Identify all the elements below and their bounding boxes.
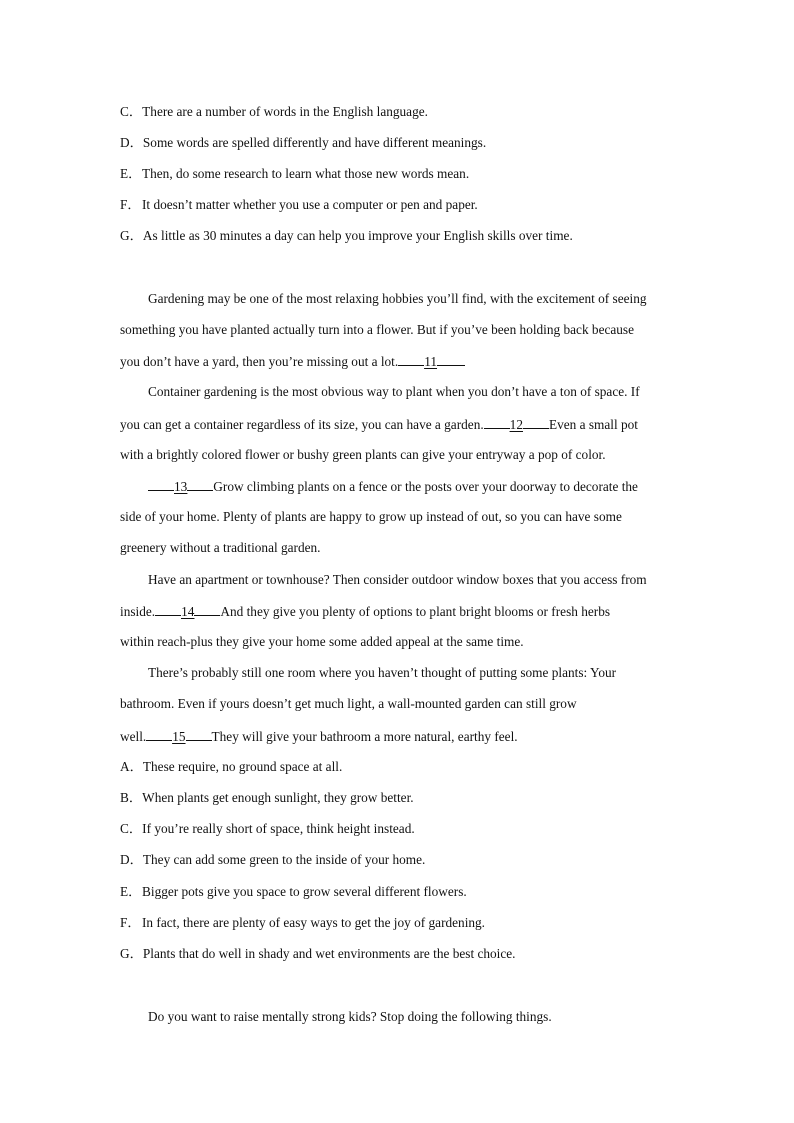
blank-14[interactable]: [155, 603, 220, 620]
passage-text: you can get a container regardless of its size, you can have a garden.: [120, 417, 484, 432]
passage-text: well.: [120, 729, 147, 744]
option-text: In fact, there are plenty of easy ways to get the joy of gardening.: [142, 915, 486, 930]
option-text: It doesn’t matter whether you use a computer or pen and paper.: [142, 197, 478, 212]
passage-text: Grow climbing plants on a fence or the posts over your doorway to decorate the: [213, 479, 638, 494]
option-text: These require, no ground space at all.: [142, 759, 343, 774]
option-b-set2: [120, 790, 414, 806]
option-a-set2: [120, 759, 342, 775]
passage-line: with a brightly colored flower or bushy green plants can give your entryway a pop of color.: [120, 447, 606, 462]
passage-line: [120, 416, 638, 433]
option-text: When plants get enough sunlight, they grow better.: [142, 790, 414, 805]
passage-line: something you have planted actually turn into a flower. But if you’ve been holding back because: [120, 322, 635, 337]
option-letter: F．: [120, 197, 141, 212]
option-letter: A．: [120, 759, 143, 774]
option-c-set1: [120, 104, 428, 120]
option-d-set2: [120, 852, 425, 868]
option-letter: G．: [120, 228, 143, 243]
passage-line: There’s probably still one room where you haven’t thought of putting some plants: Your: [148, 665, 617, 680]
blank-number: 13: [174, 479, 188, 494]
blank-12[interactable]: [484, 416, 549, 433]
option-letter: B．: [120, 790, 143, 805]
passage-line: greenery without a traditional garden.: [120, 540, 321, 555]
option-g-set1: [120, 228, 573, 244]
blank-13[interactable]: [148, 478, 213, 495]
option-text: Then, do some research to learn what those new words mean.: [142, 166, 470, 181]
option-e-set2: [120, 884, 467, 900]
option-letter: C．: [120, 104, 143, 119]
option-g-set2: [120, 946, 516, 962]
option-f-set2: [120, 915, 485, 931]
passage-line: Gardening may be one of the most relaxing hobbies you’ll find, with the excitement of seeing: [148, 291, 647, 306]
option-text: Bigger pots give you space to grow several different flowers.: [142, 884, 467, 899]
option-letter: C．: [120, 821, 143, 836]
passage-line: bathroom. Even if yours doesn’t get much light, a wall-mounted garden can still grow: [120, 696, 577, 711]
option-text: Some words are spelled differently and have different meanings.: [142, 135, 487, 150]
passage-line: [148, 478, 638, 495]
next-passage-intro: Do you want to raise mentally strong kids? Stop doing the following things.: [148, 1009, 552, 1024]
option-c-set2: [120, 821, 415, 837]
passage-text: you don’t have a yard, then you’re missing out a lot.: [120, 354, 399, 369]
passage-line: within reach-plus they give your home some added appeal at the same time.: [120, 634, 524, 649]
option-text: They can add some green to the inside of your home.: [142, 852, 426, 867]
passage-text: They will give your bathroom a more natural, earthy feel.: [211, 729, 518, 744]
passage-line: Have an apartment or townhouse? Then consider outdoor window boxes that you access from: [148, 572, 647, 587]
option-letter: E．: [120, 884, 142, 899]
option-text: As little as 30 minutes a day can help you improve your English skills over time.: [142, 228, 573, 243]
option-letter: D．: [120, 852, 143, 867]
passage-line: [120, 728, 518, 745]
option-e-set1: [120, 166, 469, 182]
passage-text: And they give you plenty of options to plant bright blooms or fresh herbs: [220, 604, 611, 619]
option-letter: D．: [120, 135, 143, 150]
passage-line: [120, 603, 610, 620]
passage-text: Even a small pot: [548, 417, 638, 432]
passage-line: [120, 353, 465, 370]
passage-line: side of your home. Plenty of plants are happy to grow up instead of out, so you can have some: [120, 509, 622, 524]
option-letter: E．: [120, 166, 142, 181]
blank-number: 14: [181, 604, 195, 619]
blank-15[interactable]: [146, 728, 211, 745]
option-text: Plants that do well in shady and wet environments are the best choice.: [142, 946, 516, 961]
option-text: There are a number of words in the English language.: [142, 104, 428, 119]
passage-line: Container gardening is the most obvious way to plant when you don’t have a ton of space. If: [148, 384, 640, 399]
blank-number: 12: [509, 417, 523, 432]
blank-11[interactable]: [398, 353, 465, 370]
option-letter: F．: [120, 915, 141, 930]
option-letter: G．: [120, 946, 143, 961]
option-text: If you’re really short of space, think height instead.: [142, 821, 415, 836]
blank-number: 11: [424, 354, 438, 369]
blank-number: 15: [172, 729, 186, 744]
option-d-set1: [120, 135, 486, 151]
passage-text: inside.: [120, 604, 156, 619]
option-f-set1: [120, 197, 478, 213]
